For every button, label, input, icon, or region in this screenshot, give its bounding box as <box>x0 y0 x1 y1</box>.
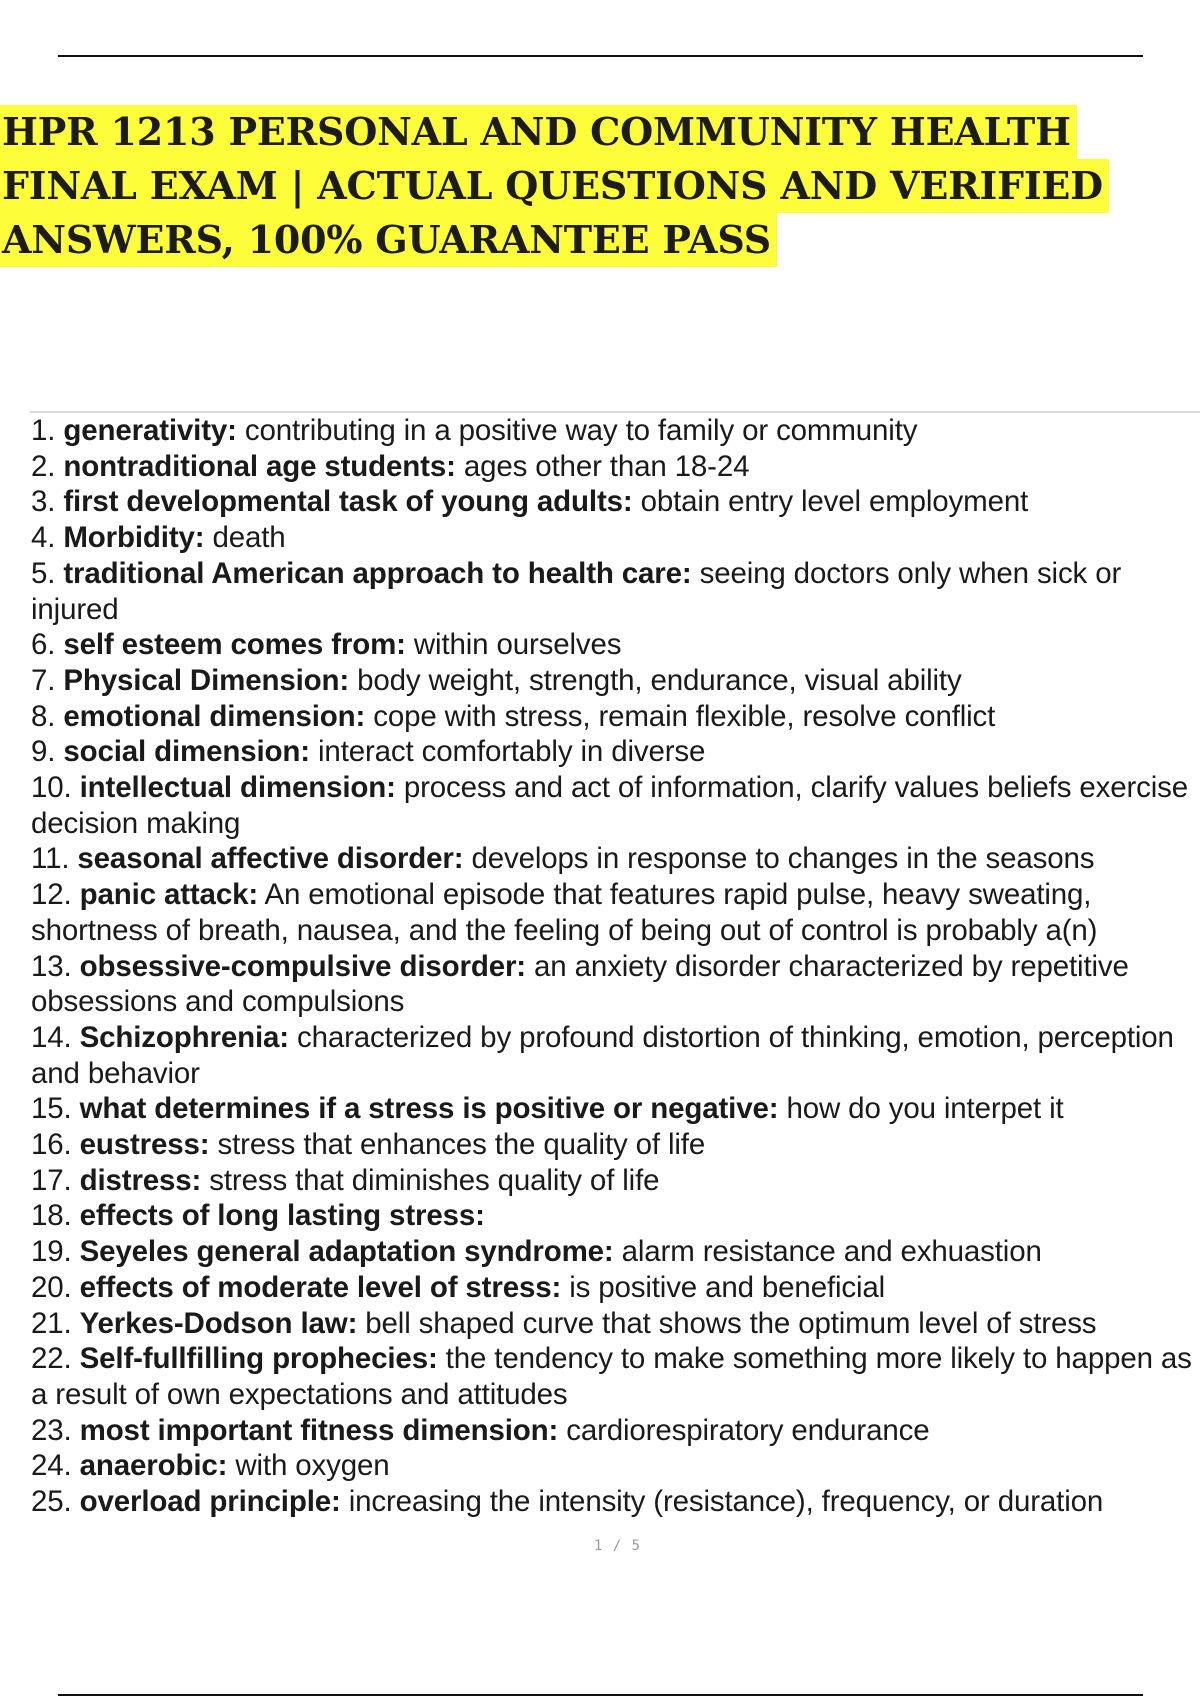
list-item <box>31 699 1200 735</box>
item-number: 17. <box>31 1163 72 1197</box>
title-line-3: ANSWERS, 100% GUARANTEE PASS <box>0 213 777 267</box>
page-number: 1 / 5 <box>593 1538 642 1554</box>
item-term: most important fitness dimension: <box>79 1413 559 1447</box>
item-answer: body weight, strength, endurance, visual ability <box>357 663 962 697</box>
document-title <box>0 105 1200 267</box>
list-item <box>31 1127 1200 1163</box>
item-answer: seeing doctors only when sick or injured <box>31 556 1122 626</box>
item-number: 5. <box>31 556 56 590</box>
question-answer-list <box>31 413 1200 1520</box>
item-term: social dimension: <box>63 735 310 769</box>
item-answer: cope with stress, remain flexible, resolve conflict <box>373 699 996 733</box>
item-term: obsessive-compulsive disorder: <box>79 949 526 983</box>
list-item <box>31 556 1200 627</box>
item-answer: bell shaped curve that shows the optimum level of stress <box>365 1306 1097 1340</box>
list-item <box>31 520 1200 556</box>
item-number: 14. <box>31 1020 72 1054</box>
item-number: 1. <box>31 414 56 447</box>
item-number: 20. <box>31 1270 72 1304</box>
item-number: 19. <box>31 1235 72 1269</box>
item-answer: is positive and beneficial <box>569 1270 886 1304</box>
item-term: intellectual dimension: <box>79 771 396 805</box>
item-number: 8. <box>31 699 56 733</box>
bottom-rule <box>58 1694 1143 1696</box>
item-answer: process and act of information, clarify values beliefs exercise decision making <box>31 771 1188 840</box>
item-term: seasonal affective disorder: <box>77 842 464 876</box>
list-item <box>31 1341 1200 1412</box>
list-item <box>31 1020 1200 1091</box>
list-item <box>31 663 1200 699</box>
item-term: overload principle: <box>79 1485 341 1519</box>
item-number: 3. <box>31 485 56 519</box>
item-term: anaerobic: <box>79 1449 228 1483</box>
item-answer: interact comfortably in diverse <box>318 735 706 769</box>
item-term: nontraditional age students: <box>63 449 456 483</box>
item-term: Morbidity: <box>63 521 205 555</box>
item-answer: increasing the intensity (resistance), frequency, or duration <box>348 1485 1104 1519</box>
list-item <box>31 1091 1200 1127</box>
item-term: Seyeles general adaptation syndrome: <box>79 1235 614 1269</box>
list-item <box>31 877 1200 948</box>
list-item <box>31 1448 1200 1484</box>
item-number: 4. <box>31 521 56 555</box>
item-answer: develops in response to changes in the seasons <box>471 842 1095 876</box>
item-term: Self-fullfilling prophecies: <box>79 1342 438 1376</box>
item-number: 22. <box>31 1342 72 1376</box>
item-number: 16. <box>31 1128 72 1162</box>
item-number: 21. <box>31 1306 72 1340</box>
item-number: 2. <box>31 449 56 483</box>
item-answer: within ourselves <box>413 628 622 662</box>
list-item <box>31 734 1200 770</box>
list-item <box>31 1234 1200 1270</box>
list-item <box>31 1413 1200 1449</box>
item-term: effects of long lasting stress: <box>79 1199 485 1233</box>
list-item <box>31 627 1200 663</box>
item-answer: stress that enhances the quality of life <box>217 1128 706 1162</box>
item-term: first developmental task of young adults: <box>63 485 633 519</box>
item-term: traditional American approach to health care: <box>63 556 692 590</box>
item-term: self esteem comes from: <box>63 628 406 662</box>
list-item <box>31 484 1200 520</box>
item-term: what determines if a stress is positive or negative: <box>79 1092 779 1126</box>
item-number: 23. <box>31 1413 72 1447</box>
item-answer: the tendency to make something more likely to happen as a result of own expectations and attitudes <box>31 1342 1192 1411</box>
item-answer: death <box>212 521 286 555</box>
item-answer: with oxygen <box>235 1449 390 1483</box>
item-term: emotional dimension: <box>63 699 366 733</box>
item-term: Schizophrenia: <box>79 1020 289 1054</box>
list-item <box>31 1198 1200 1234</box>
item-answer: stress that diminishes quality of life <box>209 1163 660 1197</box>
list-item <box>31 770 1200 841</box>
title-line-2: FINAL EXAM | ACTUAL QUESTIONS AND VERIFIED <box>0 159 1109 213</box>
list-item <box>31 1484 1200 1520</box>
title-line-1: HPR 1213 PERSONAL AND COMMUNITY HEALTH <box>0 105 1077 159</box>
item-term: Yerkes-Dodson law: <box>79 1306 358 1340</box>
item-number: 24. <box>31 1449 72 1483</box>
item-number: 25. <box>31 1485 72 1519</box>
item-term: eustress: <box>79 1128 210 1162</box>
item-number: 9. <box>31 735 56 769</box>
item-answer: obtain entry level employment <box>640 485 1029 519</box>
item-number: 12. <box>31 878 72 912</box>
item-number: 7. <box>31 663 56 697</box>
item-number: 10. <box>31 771 72 805</box>
item-answer: ages other than 18-24 <box>463 449 750 483</box>
list-item <box>31 413 1200 449</box>
item-number: 13. <box>31 949 72 983</box>
list-item <box>31 949 1200 1020</box>
list-item <box>31 841 1200 877</box>
item-term: Physical Dimension: <box>63 663 350 697</box>
item-number: 11. <box>31 842 70 876</box>
item-answer: alarm resistance and exhuastion <box>621 1235 1042 1269</box>
item-answer: contributing in a positive way to family or community <box>244 414 918 447</box>
item-answer: how do you interpet it <box>786 1092 1064 1126</box>
item-term: panic attack: <box>79 878 259 912</box>
item-answer: characterized by profound distortion of thinking, emotion, perception and behavior <box>31 1020 1174 1090</box>
item-answer: cardiorespiratory endurance <box>566 1413 930 1447</box>
item-number: 6. <box>31 628 56 662</box>
item-term: generativity: <box>63 414 237 447</box>
item-answer: an anxiety disorder characterized by repetitive obsessions and compulsions <box>31 949 1129 1019</box>
item-term: distress: <box>79 1163 202 1197</box>
item-answer: An emotional episode that features rapid pulse, heavy sweating, shortness of breath, nausea, and the feeling of being out of control is probably a(n) <box>31 878 1098 947</box>
list-item <box>31 1306 1200 1342</box>
item-term: effects of moderate level of stress: <box>79 1270 562 1304</box>
list-item <box>31 1270 1200 1306</box>
list-item <box>31 1163 1200 1199</box>
top-rule <box>58 55 1143 57</box>
item-number: 15. <box>31 1092 72 1126</box>
item-number: 18. <box>31 1199 72 1233</box>
list-item <box>31 449 1200 485</box>
